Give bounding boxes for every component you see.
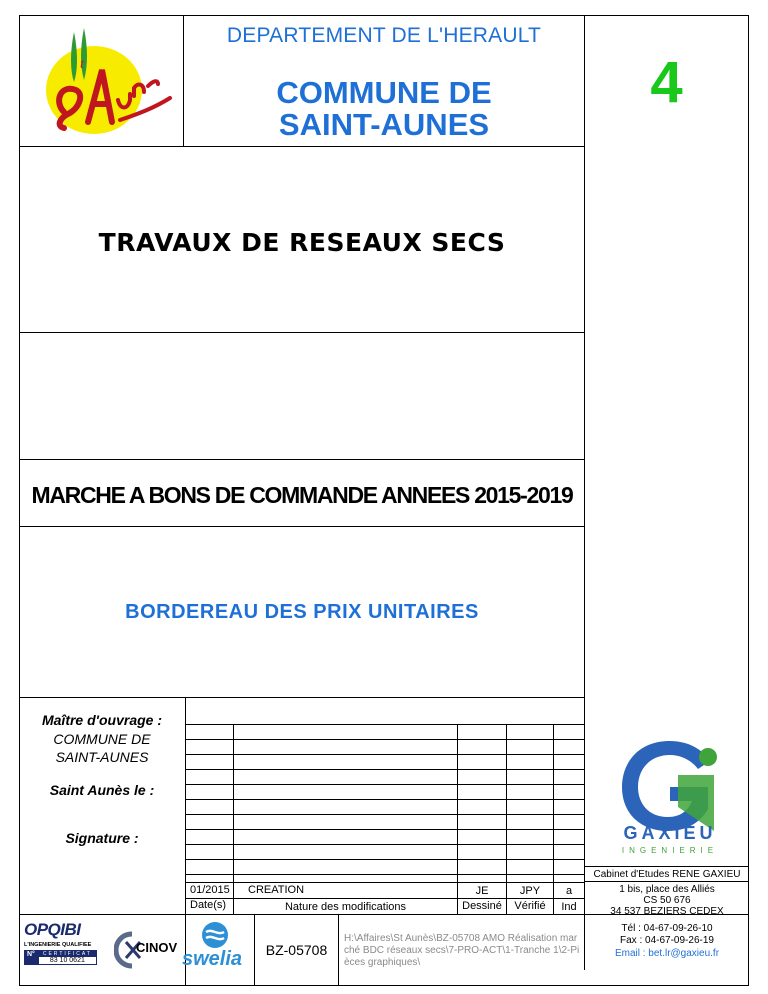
header-dessine: Dessiné xyxy=(462,900,502,912)
project-reference: BZ-05708 xyxy=(265,942,328,958)
project-title: TRAVAUX DE RESEAUX SECS xyxy=(98,227,506,257)
marche-title: MARCHE A BONS DE COMMANDE ANNEES 2015-2019 xyxy=(31,481,573,508)
swelia-logo xyxy=(180,920,252,980)
document-number: 4 xyxy=(650,49,683,115)
opqibi-logo xyxy=(24,920,114,980)
grid-row-7 xyxy=(185,814,585,815)
grid-row-1 xyxy=(185,724,585,725)
maitre-ouvrage-line-2: SAINT-AUNES xyxy=(55,748,149,765)
revision-nature: CREATION xyxy=(248,884,305,896)
divider-travaux xyxy=(19,332,585,333)
grid-row-6 xyxy=(185,799,585,800)
opqibi-sub: L'INGENIERIE QUALIFIEE xyxy=(24,942,92,948)
opqibi-number-prefix: N° xyxy=(24,950,38,965)
opqibi-text: OPQIBI xyxy=(24,920,81,939)
grid-row-10 xyxy=(185,859,585,860)
gaxieu-logo-letters: GAXIEU xyxy=(623,822,717,843)
maitre-ouvrage-label: Maître d'ouvrage : xyxy=(41,712,163,728)
grid-row-4 xyxy=(185,769,585,770)
grid-row-8 xyxy=(185,829,585,830)
revision-date: 01/2015 xyxy=(190,884,230,896)
cinov-logo xyxy=(114,930,180,970)
bottom-divider-path xyxy=(338,914,339,986)
cabinet-email[interactable]: Email : bet.lr@gaxieu.fr xyxy=(614,947,720,959)
grid-row-11 xyxy=(185,874,585,875)
header-date: Date(s) xyxy=(190,899,227,911)
opqibi-certificat: CERTIFICAT xyxy=(39,951,96,957)
revision-verifie: JPY xyxy=(519,885,541,897)
lieu-date-label: Saint Aunès le : xyxy=(49,782,155,798)
file-path: H:\Affaires\St Aunès\BZ-05708 AMO Réalisation marché BDC réseaux secs\7-PRO-ACT\1-Tranche 1\2-Pièces graphiques\ xyxy=(344,933,580,968)
cabinet-divider-name xyxy=(585,881,749,882)
grid-row-12 xyxy=(185,882,585,883)
cabinet-name: Cabinet d'Etudes RENE GAXIEU xyxy=(593,868,741,880)
swelia-text: swelia xyxy=(182,948,243,970)
cabinet-tel: Tél : 04-67-09-26-10 xyxy=(621,922,713,934)
cabinet-addr-3: 34 537 BEZIERS CEDEX xyxy=(610,906,724,917)
grid-row-9 xyxy=(185,844,585,845)
cinov-text: CINOV xyxy=(136,940,178,955)
divider-bpu xyxy=(19,697,585,698)
divider-header xyxy=(19,146,585,147)
signature-label: Signature : xyxy=(65,830,139,846)
header-nature: Nature des modifications xyxy=(284,901,407,913)
revision-dessine: JE xyxy=(475,885,489,897)
grid-row-5 xyxy=(185,784,585,785)
svg-text:t: t xyxy=(80,57,84,72)
grid-row-2 xyxy=(185,739,585,740)
document-title: BORDEREAU DES PRIX UNITAIRES xyxy=(125,600,479,623)
cabinet-addr-1: 1 bis, place des Alliés xyxy=(619,884,715,895)
opqibi-number: 83 10 0621 xyxy=(49,957,85,964)
grid-row-3 xyxy=(185,754,585,755)
maitre-ouvrage-line-1: COMMUNE DE xyxy=(53,730,151,747)
commune-line-2: SAINT-AUNES xyxy=(278,107,490,142)
cabinet-addr-2: CS 50 676 xyxy=(643,895,691,906)
gaxieu-logo-sub: INGENIERIE xyxy=(621,845,719,855)
revision-ind: a xyxy=(565,885,573,897)
saint-aunes-logo xyxy=(30,22,178,140)
department-name: DEPARTEMENT DE L'HERAULT xyxy=(226,24,542,47)
divider-marche xyxy=(19,526,585,527)
cabinet-fax: Fax : 04-67-09-26-19 xyxy=(620,934,714,946)
divider-empty xyxy=(19,459,585,460)
commune-line-1: COMMUNE DE xyxy=(276,75,492,110)
header-verifie: Vérifié xyxy=(514,900,546,912)
header-ind: Ind xyxy=(561,901,577,913)
